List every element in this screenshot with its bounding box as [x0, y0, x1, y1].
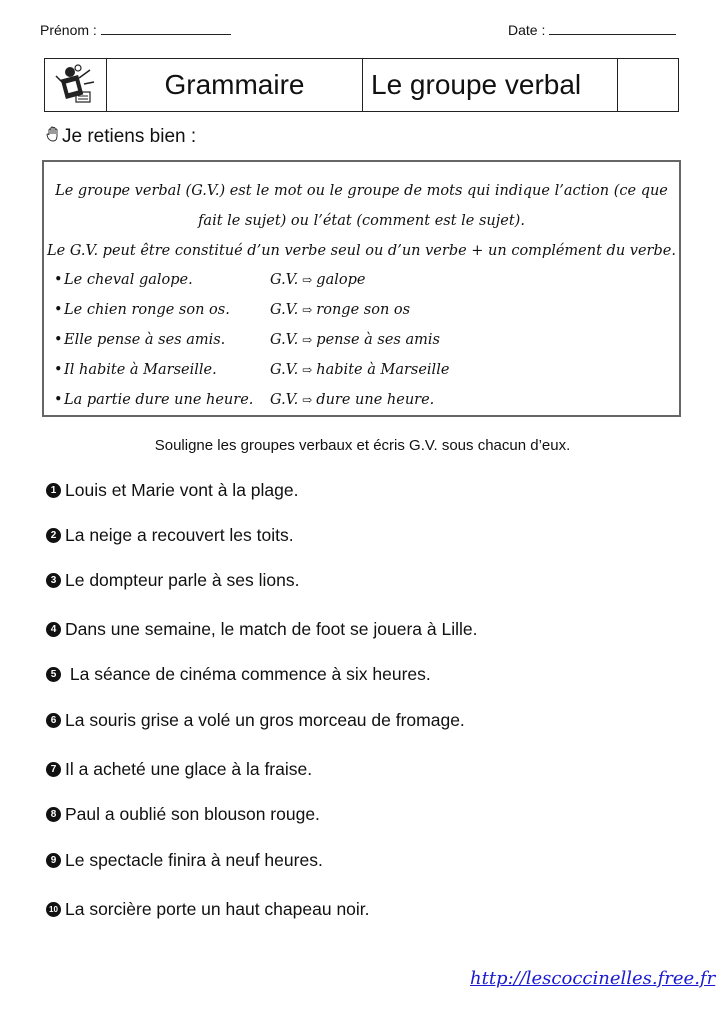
example-row [54, 325, 654, 355]
exercise-sentence: Il a acheté une glace à la fraise. [65, 759, 313, 779]
retiens-heading [46, 126, 196, 148]
gv-label: G.V. [270, 272, 299, 288]
exercise-item [46, 850, 323, 871]
exercise-sentence: La sorcière porte un haut chapeau noir. [65, 899, 370, 919]
exercise-sentence: Louis et Marie vont à la plage. [65, 480, 299, 500]
exercise-item [46, 710, 465, 731]
example-row [54, 385, 654, 415]
exercise-sentence: Dans une semaine, le match de foot se jouera à Lille. [65, 619, 478, 639]
hand-icon [46, 126, 60, 148]
bullet-icon: • [54, 332, 63, 348]
exercise-sentence: Le spectacle finira à neuf heures. [65, 850, 323, 870]
number-badge-icon: 10 [46, 902, 61, 917]
exercise-sentence: Paul a oublié son blouson rouge. [65, 804, 320, 824]
example-row [54, 265, 654, 295]
example-gv [270, 385, 434, 415]
gv-value: galope [316, 272, 366, 288]
example-gv [270, 295, 410, 325]
prenom-field [40, 22, 231, 38]
gv-value: ronge son os [316, 302, 411, 318]
grammar-logo-icon [54, 62, 98, 108]
gv-label: G.V. [270, 392, 299, 408]
exercise-sentence: La séance de cinéma commence à six heures. [65, 664, 431, 684]
example-sentence: Le cheval galope. [64, 272, 193, 288]
number-badge-icon: 3 [46, 573, 61, 588]
bullet-icon: • [54, 392, 63, 408]
exercise-item [46, 480, 298, 501]
bullet-icon: • [54, 272, 63, 288]
gv-value: pense à ses amis [316, 332, 440, 348]
gv-label: G.V. [270, 362, 299, 378]
number-badge-icon: 2 [46, 528, 61, 543]
example-sentence: La partie dure une heure. [64, 392, 254, 408]
arrow-right-icon: ⇨ [302, 273, 313, 287]
example-sentence: Il habite à Marseille. [64, 362, 217, 378]
exercise-item [46, 759, 312, 780]
date-field [508, 22, 676, 38]
empty-cell [618, 59, 678, 111]
exercise-item [46, 619, 477, 640]
definition-line-1: Le groupe verbal (G.V.) est le mot ou le groupe de mots qui indique l’action (ce que [55, 183, 668, 199]
exercise-item [46, 525, 294, 546]
example-sentence: Le chien ronge son os. [64, 302, 230, 318]
exercise-item [46, 570, 299, 591]
arrow-right-icon: ⇨ [302, 303, 313, 317]
example-sentence: Elle pense à ses amis. [64, 332, 226, 348]
example-gv [270, 265, 365, 295]
number-badge-icon: 9 [46, 853, 61, 868]
lesson-box [42, 160, 681, 417]
gv-label: G.V. [270, 302, 299, 318]
example-row [54, 295, 654, 325]
gv-value: habite à Marseille [316, 362, 450, 378]
arrow-right-icon: ⇨ [302, 363, 313, 377]
subject-heading: Grammaire [107, 59, 363, 111]
gv-value: dure une heure. [316, 392, 435, 408]
number-badge-icon: 6 [46, 713, 61, 728]
lesson-title: Le groupe verbal [363, 59, 618, 111]
prenom-label: Prénom : [40, 22, 97, 38]
number-badge-icon: 1 [46, 483, 61, 498]
example-gv [270, 355, 449, 385]
exercise-sentence: Le dompteur parle à ses lions. [65, 570, 300, 590]
example-row [54, 355, 654, 385]
example-gv [270, 325, 440, 355]
exercise-item [46, 664, 431, 685]
date-blank-line [549, 22, 676, 35]
prenom-blank-line [101, 22, 231, 35]
bullet-icon: • [54, 362, 63, 378]
website-link[interactable]: http://lescoccinelles.free.fr [470, 968, 716, 989]
title-banner [44, 58, 679, 112]
number-badge-icon: 8 [46, 807, 61, 822]
gv-label: G.V. [270, 332, 299, 348]
arrow-right-icon: ⇨ [302, 333, 313, 347]
exercise-item [46, 804, 320, 825]
bullet-icon: • [54, 302, 63, 318]
logo-cell [45, 59, 107, 111]
date-label: Date : [508, 22, 546, 38]
definition-line-3: Le G.V. peut être constitué d’un verbe seul ou d’un verbe + un complément du verbe. [47, 243, 676, 259]
exercise-sentence: La neige a recouvert les toits. [65, 525, 294, 545]
number-badge-icon: 7 [46, 762, 61, 777]
exercise-sentence: La souris grise a volé un gros morceau de fromage. [65, 710, 465, 730]
definition-line-2: fait le sujet) ou l’état (comment est le sujet). [198, 213, 525, 229]
number-badge-icon: 4 [46, 622, 61, 637]
number-badge-icon: 5 [46, 667, 61, 682]
retiens-label: Je retiens bien : [62, 126, 197, 147]
exercise-instruction: Souligne les groupes verbaux et écris G.V. sous chacun d’eux. [154, 437, 571, 454]
lesson-definition [44, 176, 679, 266]
exercise-item [46, 899, 370, 920]
arrow-right-icon: ⇨ [302, 393, 313, 407]
